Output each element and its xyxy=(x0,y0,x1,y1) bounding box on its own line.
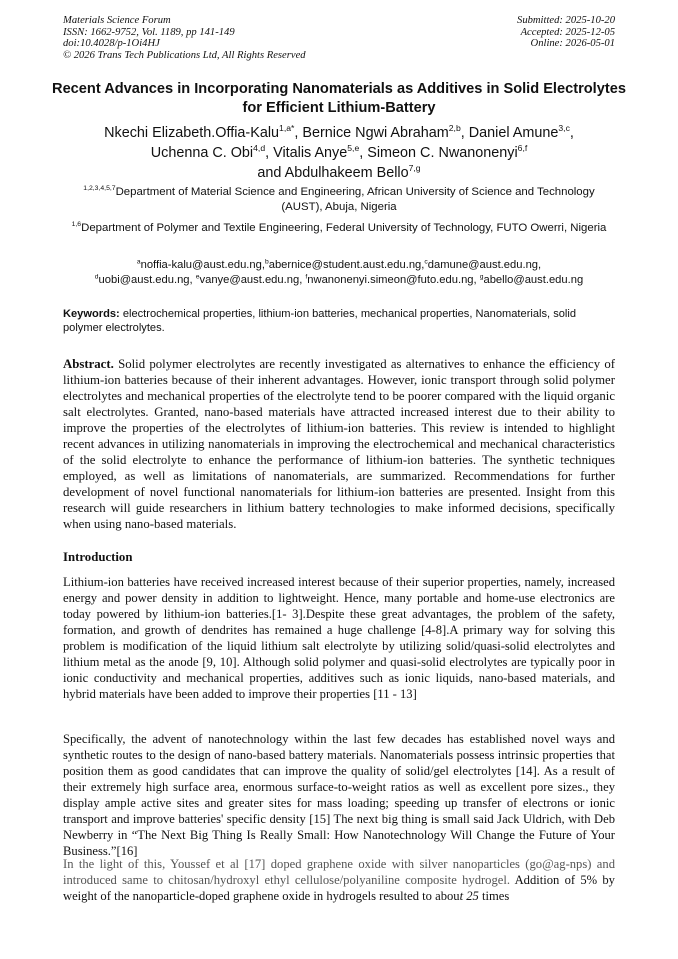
section-heading-introduction: Introduction xyxy=(63,550,133,564)
author-list xyxy=(40,123,638,183)
author-separator: and xyxy=(257,165,285,181)
author xyxy=(285,165,421,181)
keywords xyxy=(63,307,615,335)
email-address[interactable]: nwanonenyi.simeon@futo.edu.ng xyxy=(307,274,474,286)
copyright: © 2026 Trans Tech Publications Ltd, All Rights Reserved xyxy=(63,49,306,61)
email-list xyxy=(62,258,616,288)
author-separator: , xyxy=(359,145,368,161)
email-address[interactable]: damune@aust.edu.ng xyxy=(427,259,539,271)
intro-paragraph-2: Specifically, the advent of nanotechnology within the last few decades has established novel ways and synthetic routes to the design of nano-based battery materials. Nanomaterials possess intrinsic properties that position them as good candidates that can improve the quality of solid/gel electrolytes [14]. As a result of their extremely high surface area, enormous surface-to-weight ratios as well as excellent pore sizes., they display ample active sites and greater sites for mass loading; speeding up transfer of electrons or ionic transport and improve batteries' specific density [15] The next big thing is small said Jack Uldrich, with Deb Newberry in “The Next Big Thing Is Really Small: How Nanotechnology Will Change the Future of Your Business.”[16] xyxy=(63,732,615,858)
intro-paragraph-3-italic: t 25 xyxy=(459,889,479,903)
keywords-text: electrochemical properties, lithium-ion batteries, mechanical properties, Nanomaterials, solid polymer electrolytes. xyxy=(63,308,577,334)
author-name: Bernice Ngwi Abraham xyxy=(302,125,449,141)
author-name: Uchenna C. Obi xyxy=(150,145,254,161)
journal-header xyxy=(63,15,306,61)
keywords-label: Keywords: xyxy=(63,308,120,320)
author-sup: 4,d xyxy=(253,143,266,154)
affiliation-sup: 1,6 xyxy=(71,221,82,229)
affiliation-text: Department of Material Science and Engineering, African University of Science and Technology (AUST), Abuja, Nigeria xyxy=(115,186,595,213)
author xyxy=(151,145,265,161)
affiliation-text: Department of Polymer and Textile Engineering, Federal University of Technology, FUTO Owerri, Nigeria xyxy=(81,222,607,234)
author xyxy=(469,125,570,141)
author-separator: , xyxy=(569,125,574,141)
author-sup: 7,g xyxy=(408,163,421,174)
email-entry[interactable] xyxy=(196,274,299,286)
intro-paragraph-3-gray-text: In the light of this, Youssef et al [17] doped graphene oxide with silver nanoparticles (go@ag-nps) and introduced same to chitosan/hydroxyl ethyl cellulose/polyaniline composite hydrogel. xyxy=(63,857,615,887)
abstract xyxy=(63,356,615,532)
journal-name: Materials Science Forum xyxy=(63,15,171,26)
email-separator: , xyxy=(538,259,542,271)
author xyxy=(273,145,359,161)
author-name: Abdulhakeem Bello xyxy=(284,165,409,181)
author-sup: 6,f xyxy=(517,143,528,154)
author-separator: , xyxy=(460,125,469,141)
email-address[interactable]: abernice@student.aust.edu.ng xyxy=(268,259,422,271)
email-sup: a xyxy=(136,258,141,266)
author xyxy=(367,145,527,161)
author-separator: , xyxy=(265,145,274,161)
doi[interactable]: doi:10.4028/p-1Oi4HJ xyxy=(63,38,160,50)
email-entry[interactable] xyxy=(424,259,538,271)
author-sup: 1,a* xyxy=(279,123,295,134)
email-sup: g xyxy=(479,273,484,281)
accepted-date: Accepted: 2025-12-05 xyxy=(520,26,615,38)
author-sup: 2,b xyxy=(448,123,461,134)
intro-paragraph-1: Lithium-ion batteries have received increased interest because of their superior properties, namely, increased energy and power density in addition to lightweight. Hence, many portable and home-use electronics are today powered by lithium-ion batteries.[1- 3].Despite these great advantages, the problem of the safety, formation, and growth of dendrites has remained a huge challenge [4-8].A primary way for solving this problem is modification of the liquid lithium salt electrolyte by utilizing solid/quasi-solid electrolytes and lithium metal as the anode [9, 10]. Although solid polymer and quasi-solid electrolytes are typically poor in ionic conductivity and mechanical properties, additives such as ionic liquids, nano-based materials, and hybrid materials have been added to improve their properties [11 - 13] xyxy=(63,575,615,701)
author-sup: 3,c xyxy=(558,123,570,134)
email-separator: , xyxy=(261,259,265,271)
email-entry[interactable] xyxy=(305,274,473,286)
online-date: Online: 2026-05-01 xyxy=(530,38,615,50)
affiliation-sup: 1,2,3,4,5,7 xyxy=(83,185,116,193)
author xyxy=(104,125,294,141)
email-separator: , xyxy=(299,274,306,286)
affiliation xyxy=(62,185,616,215)
email-entry[interactable] xyxy=(95,274,190,286)
email-entry[interactable] xyxy=(265,259,421,271)
abstract-label: Abstract. xyxy=(63,357,114,371)
intro-paragraph-3-end: times xyxy=(478,889,510,903)
author-name: Vitalis Anye xyxy=(273,145,348,161)
email-sup: c xyxy=(424,258,428,266)
email-sup: e xyxy=(195,273,200,281)
paper-title: Recent Advances in Incorporating Nanomaterials as Additives in Solid Electrolytes for Efficient Lithium-Battery xyxy=(52,81,626,116)
email-sup: f xyxy=(305,273,308,281)
author xyxy=(302,125,460,141)
email-separator: , xyxy=(421,259,425,271)
email-entry[interactable] xyxy=(480,274,583,286)
email-address[interactable]: uobi@aust.edu.ng xyxy=(98,274,190,286)
author-separator: , xyxy=(294,125,303,141)
email-sup: d xyxy=(94,273,99,281)
email-separator: , xyxy=(473,274,480,286)
dates-header xyxy=(517,15,615,50)
author-name: Daniel Amune xyxy=(468,125,559,141)
email-separator: , xyxy=(189,274,196,286)
author-name: Simeon C. Nwanonenyi xyxy=(367,145,518,161)
intro-paragraph-3 xyxy=(63,856,615,904)
email-address[interactable]: noffia-kalu@aust.edu.ng xyxy=(140,259,262,271)
intro-paragraph-3-text: Addition of 5% by weight of the nanoparticle-doped graphene oxide in hydrogels resulted to abou xyxy=(63,873,615,903)
abstract-text: Solid polymer electrolytes are recently investigated as alternatives to enhance the efficiency of lithium-ion batteries because of their inherent advantages. However, ionic transport through solid polymer electrolytes and mechanical properties of the electrolyte tend to be poorer compared with the liquid organic salt electrolytes. Granted, nano-based materials have attracted increased interest due to their ability to improve the properties of the electrolytes of lithium-ion batteries. This review is intended to highlight recent advances in utilizing nanomaterials in improving the electrochemical and mechanical characteristics of the solid electrolyte to enhance the performance of lithium-ion batteries. The synthetic techniques employed, as well as limitations of nanomaterials, are summarized. Recommendations for further development of novel functional nanomaterials for lithium-ion batteries are presented. Insight from this research will guide researchers in lithium battery technologies to make informed decisions, specifically when using nano-based materials. xyxy=(63,357,615,531)
email-address[interactable]: abello@aust.edu.ng xyxy=(483,274,584,286)
author-sup: 5,e xyxy=(347,143,360,154)
affiliation xyxy=(62,221,616,236)
submitted-date: Submitted: 2025-10-20 xyxy=(517,15,615,26)
email-address[interactable]: vanye@aust.edu.ng xyxy=(199,274,300,286)
email-sup: b xyxy=(264,258,269,266)
issn: ISSN: 1662-9752, Vol. 1189, pp 141-149 xyxy=(63,26,235,38)
author-name: Nkechi Elizabeth.Offia-Kalu xyxy=(104,125,280,141)
email-entry[interactable] xyxy=(137,259,262,271)
